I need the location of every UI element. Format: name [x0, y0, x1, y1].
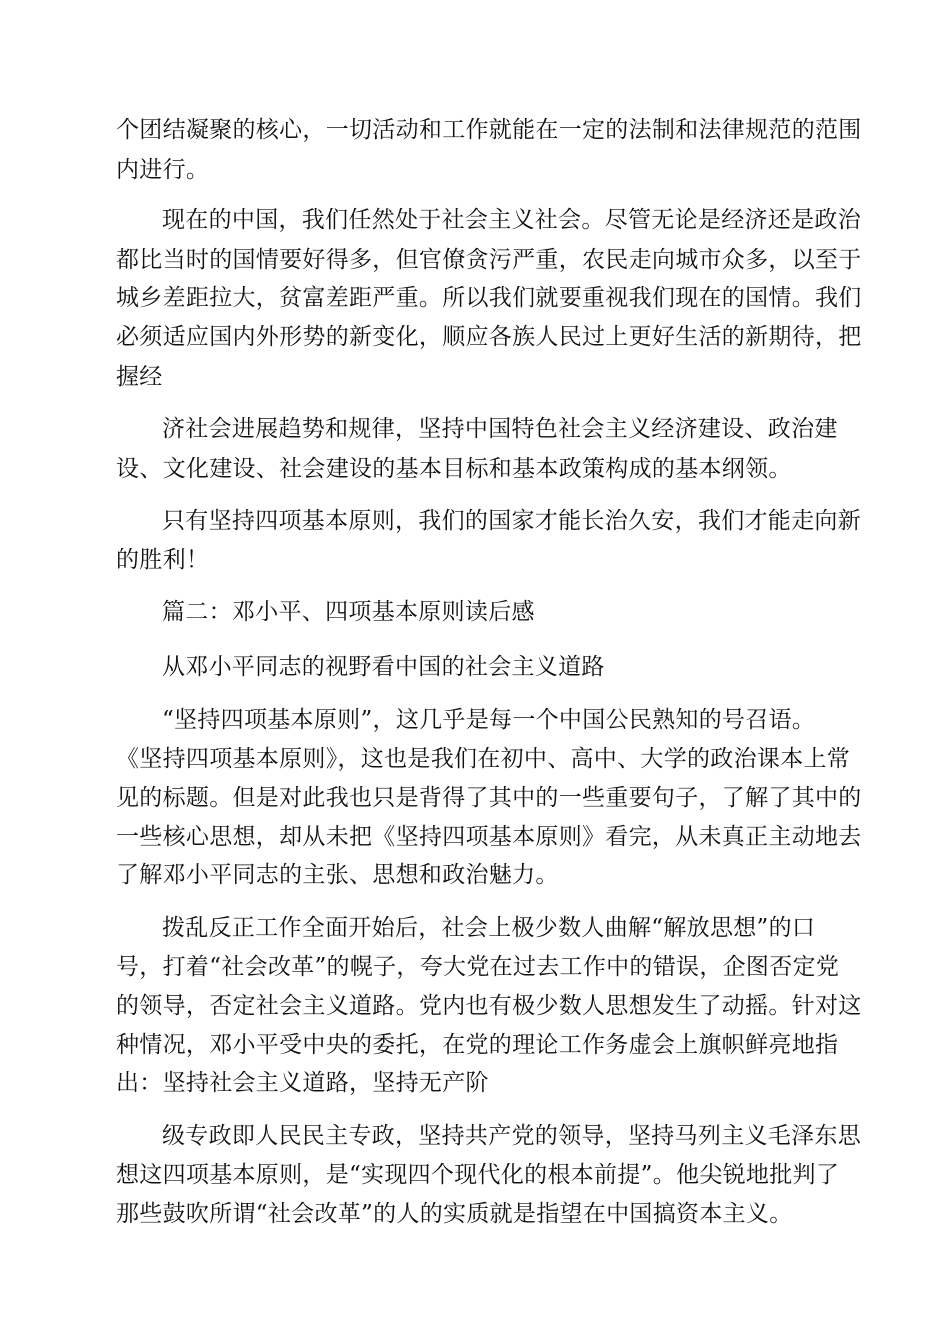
text-line: 现在的中国，我们任然处于社会主义社会。尽管无论是经济还是政治	[162, 207, 861, 233]
text-line: 一些核心思想，却从未把《坚持四项基本原则》看完，从未真正主动地去	[116, 824, 862, 850]
text-line: 想这四项基本原则，是“实现四个现代化的根本前提”。他尖锐地批判了	[116, 1162, 840, 1188]
section-heading: 篇二：邓小平、四项基本原则读后感	[162, 599, 535, 625]
text-line: 出：坚持社会主义道路，坚持无产阶	[116, 1070, 489, 1096]
text-line: 城乡差距拉大，贫富差距严重。所以我们就要重视我们现在的国情。我们	[116, 285, 862, 311]
text-line: 《坚持四项基本原则》，这也是我们在初中、高中、大学的政治课本上常	[116, 746, 851, 772]
article-title: 从邓小平同志的视野看中国的社会主义道路	[162, 654, 605, 680]
text-line: 济社会进展趋势和规律，坚持中国特色社会主义经济建设、政治建	[162, 416, 838, 442]
text-line: 号，打着“社会改革”的幌子，夸大党在过去工作中的错误，企图否定党	[116, 954, 840, 980]
text-line: 级专政即人民民主专政，坚持共产党的领导，坚持马列主义毛泽东思	[162, 1123, 861, 1149]
text-line: 必须适应国内外形势的新变化，顺应各族人民过上更好生活的新期待，把	[116, 324, 862, 350]
text-line: 种情况，邓小平受中央的委托，在党的理论工作务虚会上旗帜鲜亮地指	[116, 1032, 839, 1058]
text-line: 见的标题。但是对此我也只是背得了其中的一些重要句子，了解了其中的	[116, 785, 862, 811]
text-line: 握经	[116, 364, 163, 390]
text-line: 都比当时的国情要好得多，但官僚贪污严重，农民走向城市众多，以至于	[116, 247, 862, 273]
text-line: 那些鼓吹所谓“社会改革”的人的实质就是指望在中国搞资本主义。	[116, 1201, 793, 1227]
text-line: “坚持四项基本原则”，这几乎是每一个中国公民熟知的号召语。	[162, 707, 816, 733]
text-line: 拨乱反正工作全面开始后，社会上极少数人曲解“解放思想”的口	[162, 915, 816, 941]
text-line: 个团结凝聚的核心，一切活动和工作就能在一定的法制和法律规范的范围	[116, 117, 862, 143]
text-line: 只有坚持四项基本原则，我们的国家才能长治久安，我们才能走向新	[162, 508, 861, 534]
text-line: 内进行。	[116, 157, 210, 183]
text-line: 的领导，否定社会主义道路。党内也有极少数人思想发生了动摇。针对这	[116, 993, 862, 1019]
text-line: 了解邓小平同志的主张、思想和政治魅力。	[116, 862, 559, 888]
text-line: 设、文化建设、社会建设的基本目标和基本政策构成的基本纲领。	[116, 456, 792, 482]
text-line: 的胜利！	[116, 547, 210, 573]
